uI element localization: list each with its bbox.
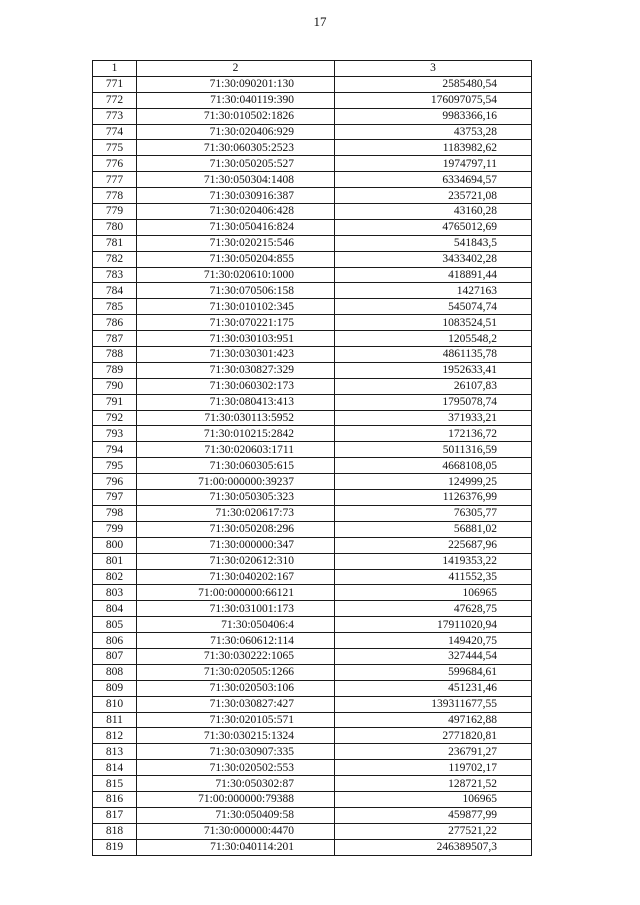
cadastral-number-cell: 71:30:020406:929 [137, 124, 335, 140]
cadastral-number-cell: 71:30:060612:114 [137, 633, 335, 649]
table-row [93, 92, 532, 108]
row-number-cell: 816 [93, 791, 137, 807]
cadastral-number-cell: 71:30:050406:4 [137, 617, 335, 633]
table-row [93, 664, 532, 680]
cadastral-number-cell: 71:00:000000:66121 [137, 585, 335, 601]
page-number: 17 [313, 14, 327, 29]
cadastral-number-cell: 71:30:030301:423 [137, 347, 335, 363]
value-cell: 3433402,28 [335, 251, 532, 267]
table-row [93, 251, 532, 267]
value-cell: 1427163 [335, 283, 532, 299]
table-row [93, 394, 532, 410]
cadastral-number-cell: 71:30:050204:855 [137, 251, 335, 267]
row-number-cell: 774 [93, 124, 137, 140]
row-number-cell: 780 [93, 219, 137, 235]
table-row [93, 140, 532, 156]
table-row [93, 362, 532, 378]
table-row [93, 585, 532, 601]
table-row [93, 299, 532, 315]
row-number-cell: 808 [93, 664, 137, 680]
cadastral-number-cell: 71:00:000000:79388 [137, 791, 335, 807]
table-row [93, 283, 532, 299]
row-number-cell: 814 [93, 760, 137, 776]
table-row [93, 204, 532, 220]
table-row [93, 315, 532, 331]
row-number-cell: 790 [93, 378, 137, 394]
value-cell: 149420,75 [335, 633, 532, 649]
row-number-cell: 791 [93, 394, 137, 410]
value-cell: 1205548,2 [335, 331, 532, 347]
row-number-cell: 787 [93, 331, 137, 347]
row-number-cell: 798 [93, 505, 137, 521]
cadastral-number-cell: 71:30:020503:106 [137, 680, 335, 696]
value-cell: 128721,52 [335, 776, 532, 792]
cadastral-number-cell: 71:30:030103:951 [137, 331, 335, 347]
table-row [93, 553, 532, 569]
row-number-cell: 779 [93, 204, 137, 220]
cadastral-number-cell: 71:00:000000:39237 [137, 474, 335, 490]
cadastral-number-cell: 71:30:030916:387 [137, 188, 335, 204]
value-cell: 76305,77 [335, 505, 532, 521]
cadastral-number-cell: 71:30:050304:1408 [137, 172, 335, 188]
row-number-cell: 799 [93, 521, 137, 537]
value-cell: 2771820,81 [335, 728, 532, 744]
value-cell: 139311677,55 [335, 696, 532, 712]
row-number-cell: 781 [93, 235, 137, 251]
row-number-cell: 812 [93, 728, 137, 744]
cadastral-number-cell: 71:30:000000:4470 [137, 823, 335, 839]
table-row [93, 807, 532, 823]
value-cell: 1126376,99 [335, 490, 532, 506]
table-row [93, 648, 532, 664]
cadastral-number-cell: 71:30:010502:1826 [137, 108, 335, 124]
row-number-cell: 775 [93, 140, 137, 156]
cadastral-number-cell: 71:30:050302:87 [137, 776, 335, 792]
table-row [93, 442, 532, 458]
value-cell: 451231,46 [335, 680, 532, 696]
cadastral-number-cell: 71:30:030215:1324 [137, 728, 335, 744]
table-row [93, 108, 532, 124]
table-row [93, 521, 532, 537]
row-number-cell: 777 [93, 172, 137, 188]
value-cell: 106965 [335, 585, 532, 601]
table-row [93, 219, 532, 235]
cadastral-number-cell: 71:30:030113:5952 [137, 410, 335, 426]
cadastral-number-cell: 71:30:040114:201 [137, 839, 335, 855]
value-cell: 1795078,74 [335, 394, 532, 410]
table-row [93, 124, 532, 140]
row-number-cell: 815 [93, 776, 137, 792]
row-number-cell: 785 [93, 299, 137, 315]
value-cell: 5011316,59 [335, 442, 532, 458]
row-number-cell: 811 [93, 712, 137, 728]
value-cell: 545074,74 [335, 299, 532, 315]
row-number-cell: 801 [93, 553, 137, 569]
table-row [93, 791, 532, 807]
value-cell: 497162,88 [335, 712, 532, 728]
value-cell: 371933,21 [335, 410, 532, 426]
row-number-cell: 794 [93, 442, 137, 458]
value-cell: 124999,25 [335, 474, 532, 490]
row-number-cell: 788 [93, 347, 137, 363]
cadastral-number-cell: 71:30:090201:130 [137, 76, 335, 92]
value-cell: 47628,75 [335, 601, 532, 617]
row-number-cell: 802 [93, 569, 137, 585]
value-cell: 327444,54 [335, 648, 532, 664]
table-row [93, 267, 532, 283]
table-row [93, 776, 532, 792]
value-cell: 9983366,16 [335, 108, 532, 124]
table-row [93, 410, 532, 426]
row-number-cell: 773 [93, 108, 137, 124]
row-number-cell: 782 [93, 251, 137, 267]
cadastral-number-cell: 71:30:050416:824 [137, 219, 335, 235]
cadastral-number-cell: 71:30:010102:345 [137, 299, 335, 315]
table-row [93, 188, 532, 204]
column-header-2: 2 [137, 61, 335, 77]
table-row [93, 505, 532, 521]
row-number-cell: 807 [93, 648, 137, 664]
row-number-cell: 784 [93, 283, 137, 299]
value-cell: 1974797,11 [335, 156, 532, 172]
row-number-cell: 795 [93, 458, 137, 474]
table-row [93, 490, 532, 506]
row-number-cell: 778 [93, 188, 137, 204]
cadastral-number-cell: 71:30:000000:347 [137, 537, 335, 553]
cadastral-number-cell: 71:30:070506:158 [137, 283, 335, 299]
value-cell: 2585480,54 [335, 76, 532, 92]
value-cell: 56881,02 [335, 521, 532, 537]
table-row [93, 823, 532, 839]
value-cell: 4668108,05 [335, 458, 532, 474]
cadastral-number-cell: 71:30:060305:2523 [137, 140, 335, 156]
column-header-1: 1 [93, 61, 137, 77]
cadastral-number-cell: 71:30:030907:335 [137, 744, 335, 760]
table-row [93, 172, 532, 188]
value-cell: 1183982,62 [335, 140, 532, 156]
cadastral-number-cell: 71:30:030827:427 [137, 696, 335, 712]
value-cell: 1083524,51 [335, 315, 532, 331]
cadastral-number-cell: 71:30:050205:527 [137, 156, 335, 172]
cadastral-number-cell: 71:30:050409:58 [137, 807, 335, 823]
column-header-3: 3 [335, 61, 532, 77]
table-row [93, 569, 532, 585]
value-cell: 235721,08 [335, 188, 532, 204]
table-row [93, 458, 532, 474]
table-row [93, 839, 532, 855]
cadastral-number-cell: 71:30:010215:2842 [137, 426, 335, 442]
value-cell: 4861135,78 [335, 347, 532, 363]
table-row [93, 474, 532, 490]
table-row [93, 378, 532, 394]
value-cell: 17911020,94 [335, 617, 532, 633]
value-cell: 1419353,22 [335, 553, 532, 569]
row-number-cell: 817 [93, 807, 137, 823]
table-row [93, 633, 532, 649]
row-number-cell: 797 [93, 490, 137, 506]
value-cell: 246389507,3 [335, 839, 532, 855]
row-number-cell: 776 [93, 156, 137, 172]
cadastral-number-cell: 71:30:020603:1711 [137, 442, 335, 458]
table-row [93, 235, 532, 251]
row-number-cell: 818 [93, 823, 137, 839]
row-number-cell: 789 [93, 362, 137, 378]
value-cell: 277521,22 [335, 823, 532, 839]
cadastral-number-cell: 71:30:020215:546 [137, 235, 335, 251]
value-cell: 225687,96 [335, 537, 532, 553]
cadastral-number-cell: 71:30:060305:615 [137, 458, 335, 474]
cadastral-number-cell: 71:30:040119:390 [137, 92, 335, 108]
value-cell: 541843,5 [335, 235, 532, 251]
table-row [93, 347, 532, 363]
cadastral-number-cell: 71:30:020502:553 [137, 760, 335, 776]
row-number-cell: 772 [93, 92, 137, 108]
value-cell: 119702,17 [335, 760, 532, 776]
cadastral-number-cell: 71:30:020617:73 [137, 505, 335, 521]
cadastral-number-cell: 71:30:020406:428 [137, 204, 335, 220]
value-cell: 172136,72 [335, 426, 532, 442]
table-row [93, 744, 532, 760]
row-number-cell: 792 [93, 410, 137, 426]
table-row [93, 156, 532, 172]
row-number-cell: 805 [93, 617, 137, 633]
table-row [93, 76, 532, 92]
row-number-cell: 806 [93, 633, 137, 649]
value-cell: 43160,28 [335, 204, 532, 220]
cadastral-number-cell: 71:30:020610:1000 [137, 267, 335, 283]
value-cell: 459877,99 [335, 807, 532, 823]
value-cell: 106965 [335, 791, 532, 807]
value-cell: 411552,35 [335, 569, 532, 585]
table-row [93, 696, 532, 712]
table-row [93, 760, 532, 776]
table-row [93, 426, 532, 442]
table-row [93, 680, 532, 696]
row-number-cell: 809 [93, 680, 137, 696]
cadastral-number-cell: 71:30:060302:173 [137, 378, 335, 394]
value-cell: 6334694,57 [335, 172, 532, 188]
cadastral-number-cell: 71:30:031001:173 [137, 601, 335, 617]
table-row [93, 712, 532, 728]
cadastral-number-cell: 71:30:030827:329 [137, 362, 335, 378]
table-row [93, 331, 532, 347]
table-body [93, 76, 532, 855]
cadastral-number-cell: 71:30:020505:1266 [137, 664, 335, 680]
cadastral-number-cell: 71:30:070221:175 [137, 315, 335, 331]
value-cell: 1952633,41 [335, 362, 532, 378]
value-cell: 418891,44 [335, 267, 532, 283]
value-cell: 176097075,54 [335, 92, 532, 108]
table-row [93, 728, 532, 744]
row-number-cell: 813 [93, 744, 137, 760]
data-table [92, 60, 532, 856]
cadastral-number-cell: 71:30:050208:296 [137, 521, 335, 537]
row-number-cell: 800 [93, 537, 137, 553]
cadastral-number-cell: 71:30:040202:167 [137, 569, 335, 585]
row-number-cell: 796 [93, 474, 137, 490]
table-row [93, 617, 532, 633]
value-cell: 4765012,69 [335, 219, 532, 235]
table-header-row [93, 61, 532, 77]
value-cell: 26107,83 [335, 378, 532, 394]
value-cell: 236791,27 [335, 744, 532, 760]
cadastral-number-cell: 71:30:030222:1065 [137, 648, 335, 664]
cadastral-number-cell: 71:30:020612:310 [137, 553, 335, 569]
row-number-cell: 804 [93, 601, 137, 617]
row-number-cell: 819 [93, 839, 137, 855]
table-row [93, 537, 532, 553]
cadastral-number-cell: 71:30:050305:323 [137, 490, 335, 506]
row-number-cell: 803 [93, 585, 137, 601]
row-number-cell: 793 [93, 426, 137, 442]
row-number-cell: 771 [93, 76, 137, 92]
row-number-cell: 783 [93, 267, 137, 283]
value-cell: 43753,28 [335, 124, 532, 140]
row-number-cell: 810 [93, 696, 137, 712]
row-number-cell: 786 [93, 315, 137, 331]
cadastral-number-cell: 71:30:020105:571 [137, 712, 335, 728]
table-row [93, 601, 532, 617]
cadastral-number-cell: 71:30:080413:413 [137, 394, 335, 410]
value-cell: 599684,61 [335, 664, 532, 680]
